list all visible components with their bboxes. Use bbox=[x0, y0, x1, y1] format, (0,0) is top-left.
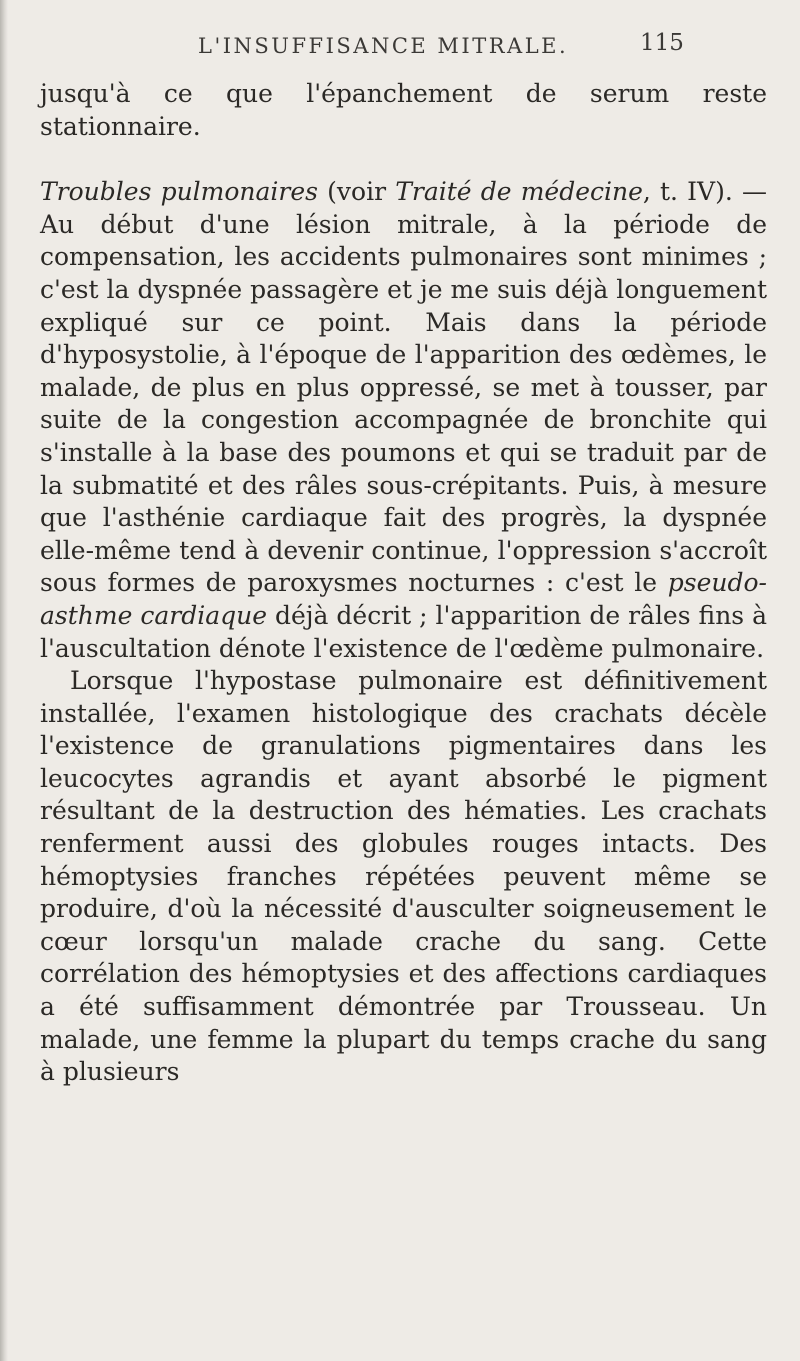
paragraph-body-part-b: déjà décrit ; l'apparition de râles fins à l'auscultation dénote l'existence de l'œdème pulmonaire. bbox=[40, 600, 767, 663]
paragraph-troubles-pulmonaires bbox=[40, 176, 767, 665]
section-heading-italic: Troubles pulmonaires bbox=[40, 177, 318, 207]
paragraph-body-part-a: Au début d'une lésion mitrale, à la période de compensation, les accidents pulmonaires sont minimes ; c'est la dyspnée passagère et je me suis déjà longuement expliqué sur ce point. Mais dans la période d'hyposystolie, à l'époque de l'apparition des œdèmes, le malade, de plus en plus oppressé, se met à tousser, par suite de la congestion accompagnée de bronchite qui s'installe à la base des poumons et qui se traduit par de la submatité et des râles sous-crépitants. Puis, à mesure que l'asthénie cardiaque fait des progrès, la dyspnée elle-même tend à devenir continue, l'oppression s'accroît sous formes de paroxysmes nocturnes : c'est le bbox=[40, 209, 767, 598]
page-number: 115 bbox=[640, 30, 684, 56]
reference-title: Traité de médecine bbox=[395, 177, 643, 207]
reference-volume: , t. IV). — bbox=[642, 177, 767, 207]
italic-term: pseudo-asthme cardiaque bbox=[40, 568, 767, 630]
paragraph-continuation: jusqu'à ce que l'épanchement de serum reste stationnaire. bbox=[40, 79, 767, 141]
paragraph-hypostase: Lorsque l'hypostase pulmonaire est définitivement installée, l'examen histologique des crachats décèle l'existence de granulations pigmentaires dans les leucocytes agrandis et ayant absorbé le pigment résultant de la destruction des hématies. Les crachats renferment aussi des globules rouges intacts. Des hémoptysies franches répétées peuvent même se produire, d'où la nécessité d'ausculter soigneusement le cœur lorsqu'un malade crache du sang. Cette corrélation des hémoptysies et des affections cardiaques a été suffisamment démontrée par Trousseau. Un malade, une femme la plupart du temps crache du sang à plusieurs bbox=[40, 666, 767, 1087]
body-text bbox=[40, 78, 767, 1089]
page-binding-edge bbox=[0, 0, 8, 1361]
reference-open: (voir bbox=[318, 177, 396, 207]
running-title: L'INSUFFISANCE MITRALE. bbox=[198, 34, 569, 58]
page-header bbox=[0, 28, 800, 68]
paragraph-gap bbox=[40, 143, 767, 176]
